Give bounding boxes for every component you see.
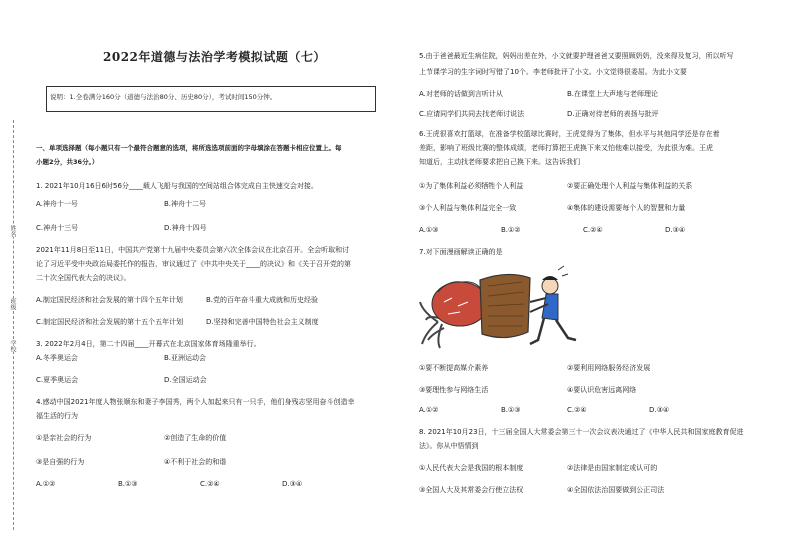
side-label-class: 班级 (9, 298, 16, 310)
q2-stem-line1: 2021年11月8日至11日，中国共产党第十九届中央委员会第六次全体会议在北京召开。全会听取和讨 (36, 246, 350, 254)
q3-option-a[interactable]: A.冬季奥运会 (36, 354, 78, 362)
side-label-school: 学校 (9, 340, 16, 352)
q4-stem-line2: 福生活的行为 (36, 412, 78, 420)
q6-item-4: ④集体的建设需要每个人的智慧和力量 (567, 204, 686, 212)
q6-option-a[interactable]: A.①③ (419, 226, 439, 234)
q2-option-d[interactable]: D.坚持和完善中国特色社会主义制度 (206, 318, 319, 326)
q8-item-2: ②法律是由国家制定或认可的 (567, 464, 658, 472)
q7-item-2: ②要利用网络服务经济发展 (567, 364, 651, 372)
q1-option-b[interactable]: B.神舟十二号 (164, 200, 207, 208)
q7-option-a[interactable]: A.①② (419, 406, 439, 414)
side-label-name: 姓名 (9, 225, 16, 237)
q7-option-d[interactable]: D.③④ (649, 406, 670, 414)
section1-heading-cont: 小题2分，共36分。） (36, 158, 99, 166)
q6-stem-line2: 差距，影响了班级比赛的整体成绩，老师打算把王虎换下来又怕他难以接受，为此很为难。王虎 (419, 144, 713, 152)
section1-heading: 一、单项选择题（每小题只有一个最符合题意的选项，将所选选项前面的字母填涂在答题卡相应位置上。每 (36, 144, 342, 152)
q4-item-2: ②创造了生命的价值 (164, 434, 227, 442)
instructions-note: 说明：1.全卷满分160分（道德与法治80分、历史80分），考试时间150分钟。 (50, 93, 277, 101)
q4-item-1: ①是亲社会的行为 (36, 434, 92, 442)
q4-option-d[interactable]: D.③④ (282, 480, 303, 488)
cartoon-illustration (418, 262, 588, 350)
q7-option-c[interactable]: C.②④ (567, 406, 587, 414)
q8-item-4: ④全国依法治国要做到公正司法 (567, 486, 665, 494)
q7-option-b[interactable]: B.①③ (501, 406, 521, 414)
q3-option-b[interactable]: B.亚洲运动会 (164, 354, 207, 362)
q6-item-1: ①为了集体利益必须牺牲个人利益 (419, 182, 524, 190)
q3-option-d[interactable]: D.全国运动会 (164, 376, 207, 384)
page-title: 2022年道德与法治学考模拟试题（七） (103, 50, 326, 64)
q8-stem-line2: 法》。你从中悟情到 (419, 442, 479, 450)
q5-stem-line2: 上节课学习的生字词时写错了10个。李老师批评了小文。小文觉得很委屈。为此小文要 (419, 68, 687, 76)
q1-stem: 1. 2021年10月16日6时56分____载人飞船与我国的空间站组合体完成自主快速交会对接。 (36, 182, 318, 190)
q7-item-1: ①要不断提高媒介素养 (419, 364, 489, 372)
binding-line (13, 120, 14, 530)
q3-option-c[interactable]: C.夏季奥运会 (36, 376, 79, 384)
q2-option-c[interactable]: C.制定国民经济和社会发展的第十五个五年计划 (36, 318, 184, 326)
q4-stem-line1: 4.感动中国2021年度人物张顺东和妻子李国秀，两个人加起来只有一只手，他们身残志坚用奋斗创造幸 (36, 398, 355, 406)
q7-stem: 7.对下面漫画解读正确的是 (419, 248, 503, 256)
q1-option-a[interactable]: A.神舟十一号 (36, 200, 78, 208)
q4-item-4: ④不利于社会的和谐 (164, 458, 227, 466)
q1-option-d[interactable]: D.神舟十四号 (164, 224, 207, 232)
q7-item-4: ④要认识危害远离网络 (567, 386, 637, 394)
q2-stem-line2: 论了习近平受中央政治局委托作的报告，审议通过了《中共中央关于____的决议》和《关于召开党的第 (36, 260, 351, 268)
q7-item-3: ③要理性参与网络生活 (419, 386, 489, 394)
q8-item-3: ③全国人大及其常委会行使立法权 (419, 486, 524, 494)
q6-option-d[interactable]: D.③④ (665, 226, 686, 234)
q6-item-2: ②要正确处理个人利益与集体利益的关系 (567, 182, 693, 190)
q5-option-a[interactable]: A.对老师的话做到言听计从 (419, 90, 503, 98)
q5-option-c[interactable]: C.应请同学们共同去找老师讨说法 (419, 110, 525, 118)
q3-stem: 3. 2022年2月4日，第二十四届____开幕式在北京国家体育场隆重举行。 (36, 340, 261, 348)
q5-stem-line1: 5.由于爸爸最近生病住院，妈妈出差在外，小文就要护理爸爸又要照顾奶奶，没来得及复习，所以听写 (419, 52, 734, 60)
q6-option-c[interactable]: C.②④ (583, 226, 603, 234)
q2-option-a[interactable]: A.制定国民经济和社会发展的第十四个五年计划 (36, 296, 183, 304)
q1-option-c[interactable]: C.神舟十三号 (36, 224, 79, 232)
q4-option-a[interactable]: A.①② (36, 480, 56, 488)
q4-option-b[interactable]: B.①③ (118, 480, 138, 488)
q2-option-b[interactable]: B.党的百年奋斗重大成就和历史经验 (206, 296, 319, 304)
q2-stem-line3: 二十次全国代表大会的决议》。 (36, 274, 131, 282)
q4-item-3: ③是自强的行为 (36, 458, 85, 466)
q6-stem-line3: 知道后，主动找老师要求把自己换下来。这告诉我们 (419, 158, 580, 166)
q8-stem-line1: 8. 2021年10月23日，十三届全国人大常委会第三十一次会议表决通过了《中华人民共和国家庭教育促进 (419, 428, 744, 436)
q6-option-b[interactable]: B.①② (501, 226, 521, 234)
q6-stem-line1: 6.王虎很喜欢打篮球，在准备学校篮球比赛时，王虎觉得为了集体，但水平与其他同学还是存在着 (419, 130, 720, 138)
q5-option-d[interactable]: D.正确对待老师的表扬与批评 (567, 110, 659, 118)
q5-option-b[interactable]: B.在课堂上大声地与老师理论 (567, 90, 659, 98)
q8-item-1: ①人民代表大会是我国的根本制度 (419, 464, 524, 472)
q4-option-c[interactable]: C.②④ (200, 480, 220, 488)
q6-item-3: ③个人利益与集体利益完全一致 (419, 204, 517, 212)
